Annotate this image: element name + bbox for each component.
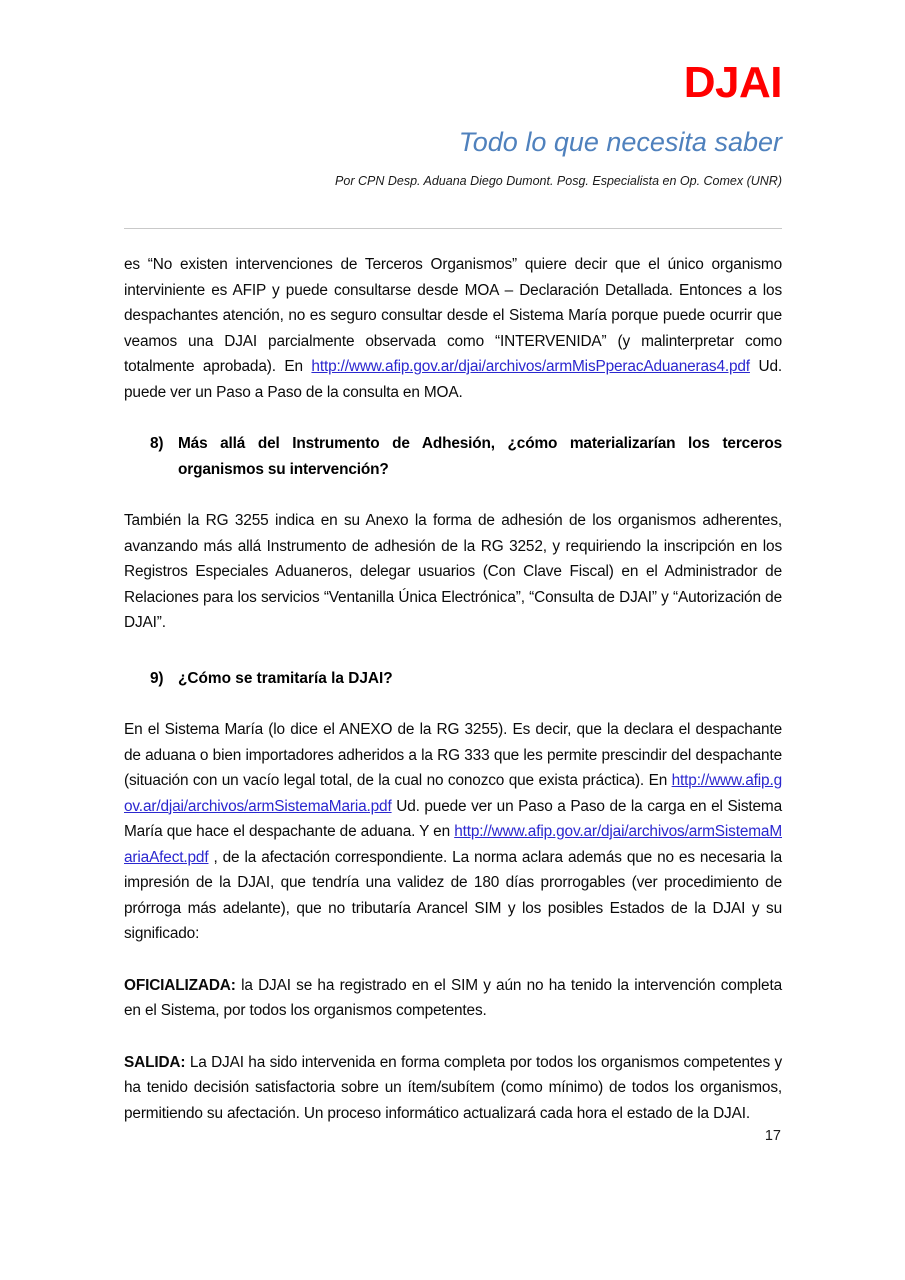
heading-question-9-text: ¿Cómo se tramitaría la DJAI? bbox=[178, 669, 393, 687]
heading-question-8-number: 8) bbox=[150, 435, 164, 452]
heading-question-8 bbox=[124, 431, 782, 482]
estado-salida-label: SALIDA: bbox=[124, 1053, 186, 1071]
header-divider bbox=[124, 228, 782, 229]
spacer bbox=[124, 405, 782, 431]
paragraph-estado-oficializada bbox=[124, 973, 782, 1024]
document-subtitle: Todo lo que necesita saber bbox=[458, 127, 782, 158]
spacer bbox=[124, 1024, 782, 1050]
heading-question-9-number: 9) bbox=[150, 669, 164, 687]
spacer bbox=[124, 947, 782, 973]
page-number: 17 bbox=[764, 1128, 781, 1144]
paragraph-estado-salida bbox=[124, 1050, 782, 1127]
paragraph-segment-2: Ud. puede ver un Paso a Paso de la carga en el Sistema María que hace el despachante de aduana. Y en bbox=[124, 797, 782, 840]
spacer bbox=[124, 636, 782, 666]
paragraph-segment-1: En el Sistema María (lo dice el ANEXO de la RG 3255). Es decir, que la declara el despachante de aduana o bien importadores adheridos a la RG 333 que les permite prescindir del despachante (situación con un vacío legal total, de la cual no conozco que exista práctica). En bbox=[124, 721, 782, 789]
document-body bbox=[124, 252, 782, 1126]
spacer bbox=[124, 482, 782, 508]
estado-oficializada-text: la DJAI se ha registrado en el SIM y aún no ha tenido la intervención completa en el Sistema, por todos los organismos competentes. bbox=[124, 976, 782, 1019]
link-armSistemaMaria[interactable]: http://www.afip.gov.ar/djai/archivos/armSistemaMaria.pdf bbox=[124, 772, 782, 815]
link-armSistemaMariaAfect[interactable]: http://www.afip.gov.ar/djai/archivos/armSistemaMariaAfect.pdf bbox=[124, 823, 782, 866]
spacer bbox=[124, 691, 782, 717]
heading-question-8-text: Más allá del Instrumento de Adhesión, ¿cómo materializarían los terceros organismos su intervención? bbox=[178, 435, 782, 478]
heading-question-9 bbox=[124, 666, 782, 692]
paragraph-text-before-link: es “No existen intervenciones de Terceros Organismos” quiere decir que el único organismo interviniente es AFIP y puede consultarse desde MOA – Declaración Detallada. Entonces a los despachantes atención, no es seguro consultar desde el Sistema María porque puede ocurrir que veamos una DJAI parcialmente observada como “INTERVENIDA” (y malinterpretar como totalmente aprobada). En bbox=[124, 256, 782, 375]
paragraph-intervenciones bbox=[124, 252, 782, 405]
link-armMisPperacAduaneras4[interactable]: http://www.afip.gov.ar/djai/archivos/armMisPperacAduaneras4.pdf bbox=[311, 358, 750, 375]
paragraph-tramitacion bbox=[124, 717, 782, 947]
document-byline: Por CPN Desp. Aduana Diego Dumont. Posg. Especialista en Op. Comex (UNR) bbox=[335, 173, 782, 188]
paragraph-rg3255-anexo: También la RG 3255 indica en su Anexo la forma de adhesión de los organismos adherentes, avanzando más allá Instrumento de adhesión de la RG 3252, y requiriendo la inscripción en los Registros Especiales Aduaneros, delegar usuarios (Con Clave Fiscal) en el Administrador de Relaciones para los servicios “Ventanilla Única Electrónica”, “Consulta de DJAI” y “Autorización de DJAI”. bbox=[124, 512, 782, 631]
paragraph-segment-3: , de la afectación correspondiente. La norma aclara además que no es necesaria la impresión de la DJAI, que tendría una validez de 180 días prorrogables (ver procedimiento de prórroga más adelante), que no tributaría Arancel SIM y los posibles Estados de la DJAI y su significado: bbox=[124, 848, 782, 942]
document-header bbox=[124, 60, 782, 189]
paragraph-text-after-link: Ud. puede ver un Paso a Paso de la consulta en MOA. bbox=[124, 358, 782, 401]
estado-oficializada-label: OFICIALIZADA: bbox=[124, 976, 236, 994]
document-title: DJAI bbox=[683, 58, 782, 107]
estado-salida-text: La DJAI ha sido intervenida en forma completa por todos los organismos competentes y ha tenido decisión satisfactoria sobre un ítem/subítem (como mínimo) de todos los organismos, permitiendo su afectación. Un proceso informático actualizará cada hora el estado de la DJAI. bbox=[124, 1053, 782, 1122]
